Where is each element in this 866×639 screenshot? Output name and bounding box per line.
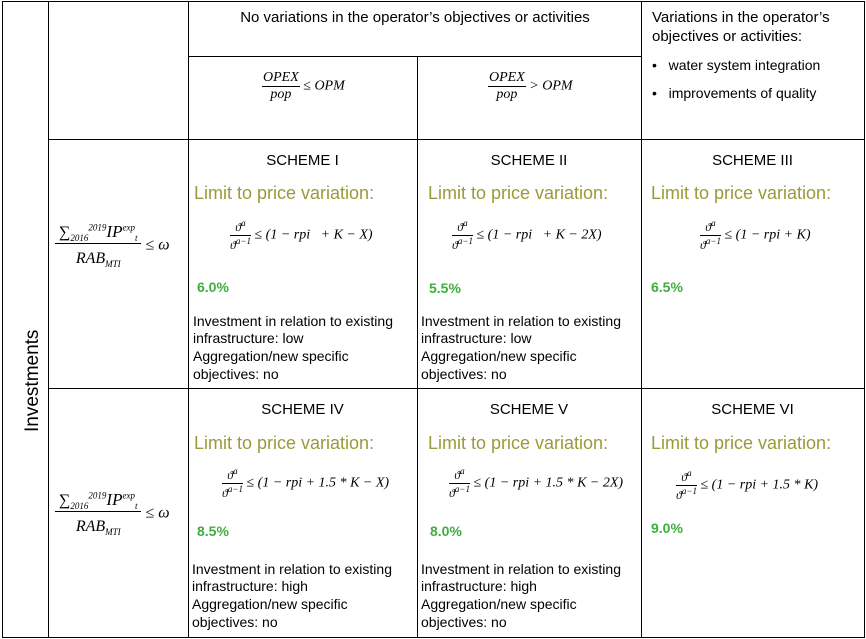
aggregation-text: Aggregation/new specific xyxy=(421,348,577,364)
limit-label: Limit to price variation: xyxy=(194,433,375,453)
scheme-title: SCHEME II xyxy=(490,152,568,169)
scheme-title: SCHEME VI xyxy=(711,401,794,418)
investment-text: infrastructure: low xyxy=(193,330,304,346)
percentage-value: 5.5% xyxy=(429,280,461,296)
aggregation-text: Aggregation/new specific xyxy=(421,596,577,612)
investment-text: Investment in relation to existing xyxy=(192,561,392,577)
grid-line xyxy=(2,637,865,638)
grid-line xyxy=(188,56,642,57)
grid-line xyxy=(2,1,3,638)
limit-label: Limit to price variation: xyxy=(651,183,832,203)
grid-line xyxy=(2,1,865,2)
grid-line xyxy=(864,1,865,638)
price-formula: $\frac{ϑ^a}{ϑ^{a-1}}$ ≤ (1 − rpi + K − X) xyxy=(230,218,373,252)
grid-line xyxy=(48,388,865,389)
grid-line xyxy=(48,1,49,638)
aggregation-text: objectives: no xyxy=(421,614,507,630)
row-condition-formula: $\frac{\sum_{2016}^{2019}IP^{exp}_t}{RAB_{MTI}}$ ≤ ω xyxy=(55,490,170,537)
grid-line xyxy=(417,56,418,638)
investments-label: Investments xyxy=(22,329,43,432)
price-formula: $\frac{ϑ^a}{ϑ^{a-1}}$ ≤ (1 − rpi + 1.5 * K − 2X) xyxy=(449,466,624,500)
limit-label: Limit to price variation: xyxy=(194,183,375,203)
price-formula: $\frac{ϑ^a}{ϑ^{a-1}}$ ≤ (1 − rpi + K) xyxy=(700,218,811,252)
aggregation-text: Aggregation/new specific xyxy=(192,596,348,612)
investment-text: Investment in relation to existing xyxy=(421,313,621,329)
investment-text: Investment in relation to existing xyxy=(421,561,621,577)
percentage-value: 8.5% xyxy=(197,523,229,539)
investment-text: infrastructure: high xyxy=(192,578,308,594)
scheme-title: SCHEME V xyxy=(489,401,569,418)
aggregation-text: objectives: no xyxy=(192,614,278,630)
limit-label: Limit to price variation: xyxy=(651,433,832,453)
grid-line xyxy=(641,1,642,638)
limit-label: Limit to price variation: xyxy=(428,433,609,453)
variations-header: Variations in the operator’s objectives or activities: xyxy=(652,9,830,45)
scheme-title: SCHEME I xyxy=(266,152,339,169)
row-condition-formula: $\frac{\sum_{2016}^{2019}IP^{exp}_t}{RAB_{MTI}}$ ≤ ω xyxy=(55,222,170,269)
condition-formula-a: $\frac{\text{OPEX}}{\text{pop}}$ ≤ OPM xyxy=(263,70,345,102)
investment-text: infrastructure: low xyxy=(421,330,532,346)
aggregation-text: objectives: no xyxy=(421,366,507,382)
percentage-value: 6.0% xyxy=(197,279,229,295)
price-formula: $\frac{ϑ^a}{ϑ^{a-1}}$ ≤ (1 − rpi + 1.5 * K) xyxy=(676,468,819,502)
grid-line xyxy=(48,139,865,140)
scheme-title: SCHEME IV xyxy=(261,401,344,418)
percentage-value: 6.5% xyxy=(651,279,683,295)
price-formula: $\frac{ϑ^a}{ϑ^{a-1}}$ ≤ (1 − rpi + K − 2X) xyxy=(452,218,602,252)
percentage-value: 9.0% xyxy=(651,520,683,536)
aggregation-text: objectives: no xyxy=(193,366,279,382)
investment-text: Investment in relation to existing xyxy=(193,313,393,329)
grid-line xyxy=(188,1,189,638)
price-formula: $\frac{ϑ^a}{ϑ^{a-1}}$ ≤ (1 − rpi + 1.5 * K − X) xyxy=(222,466,390,500)
no-variations-header: No variations in the operator’s objectives or activities xyxy=(240,9,590,26)
condition-formula-b: $\frac{\text{OPEX}}{\text{pop}}$ > OPM xyxy=(489,70,573,102)
aggregation-text: Aggregation/new specific xyxy=(193,348,349,364)
investment-text: infrastructure: high xyxy=(421,578,537,594)
bullet-item: • improvements of quality xyxy=(652,85,817,101)
limit-label: Limit to price variation: xyxy=(428,183,609,203)
scheme-title: SCHEME III xyxy=(712,152,793,169)
bullet-item: • water system integration xyxy=(652,57,821,73)
percentage-value: 8.0% xyxy=(430,523,462,539)
